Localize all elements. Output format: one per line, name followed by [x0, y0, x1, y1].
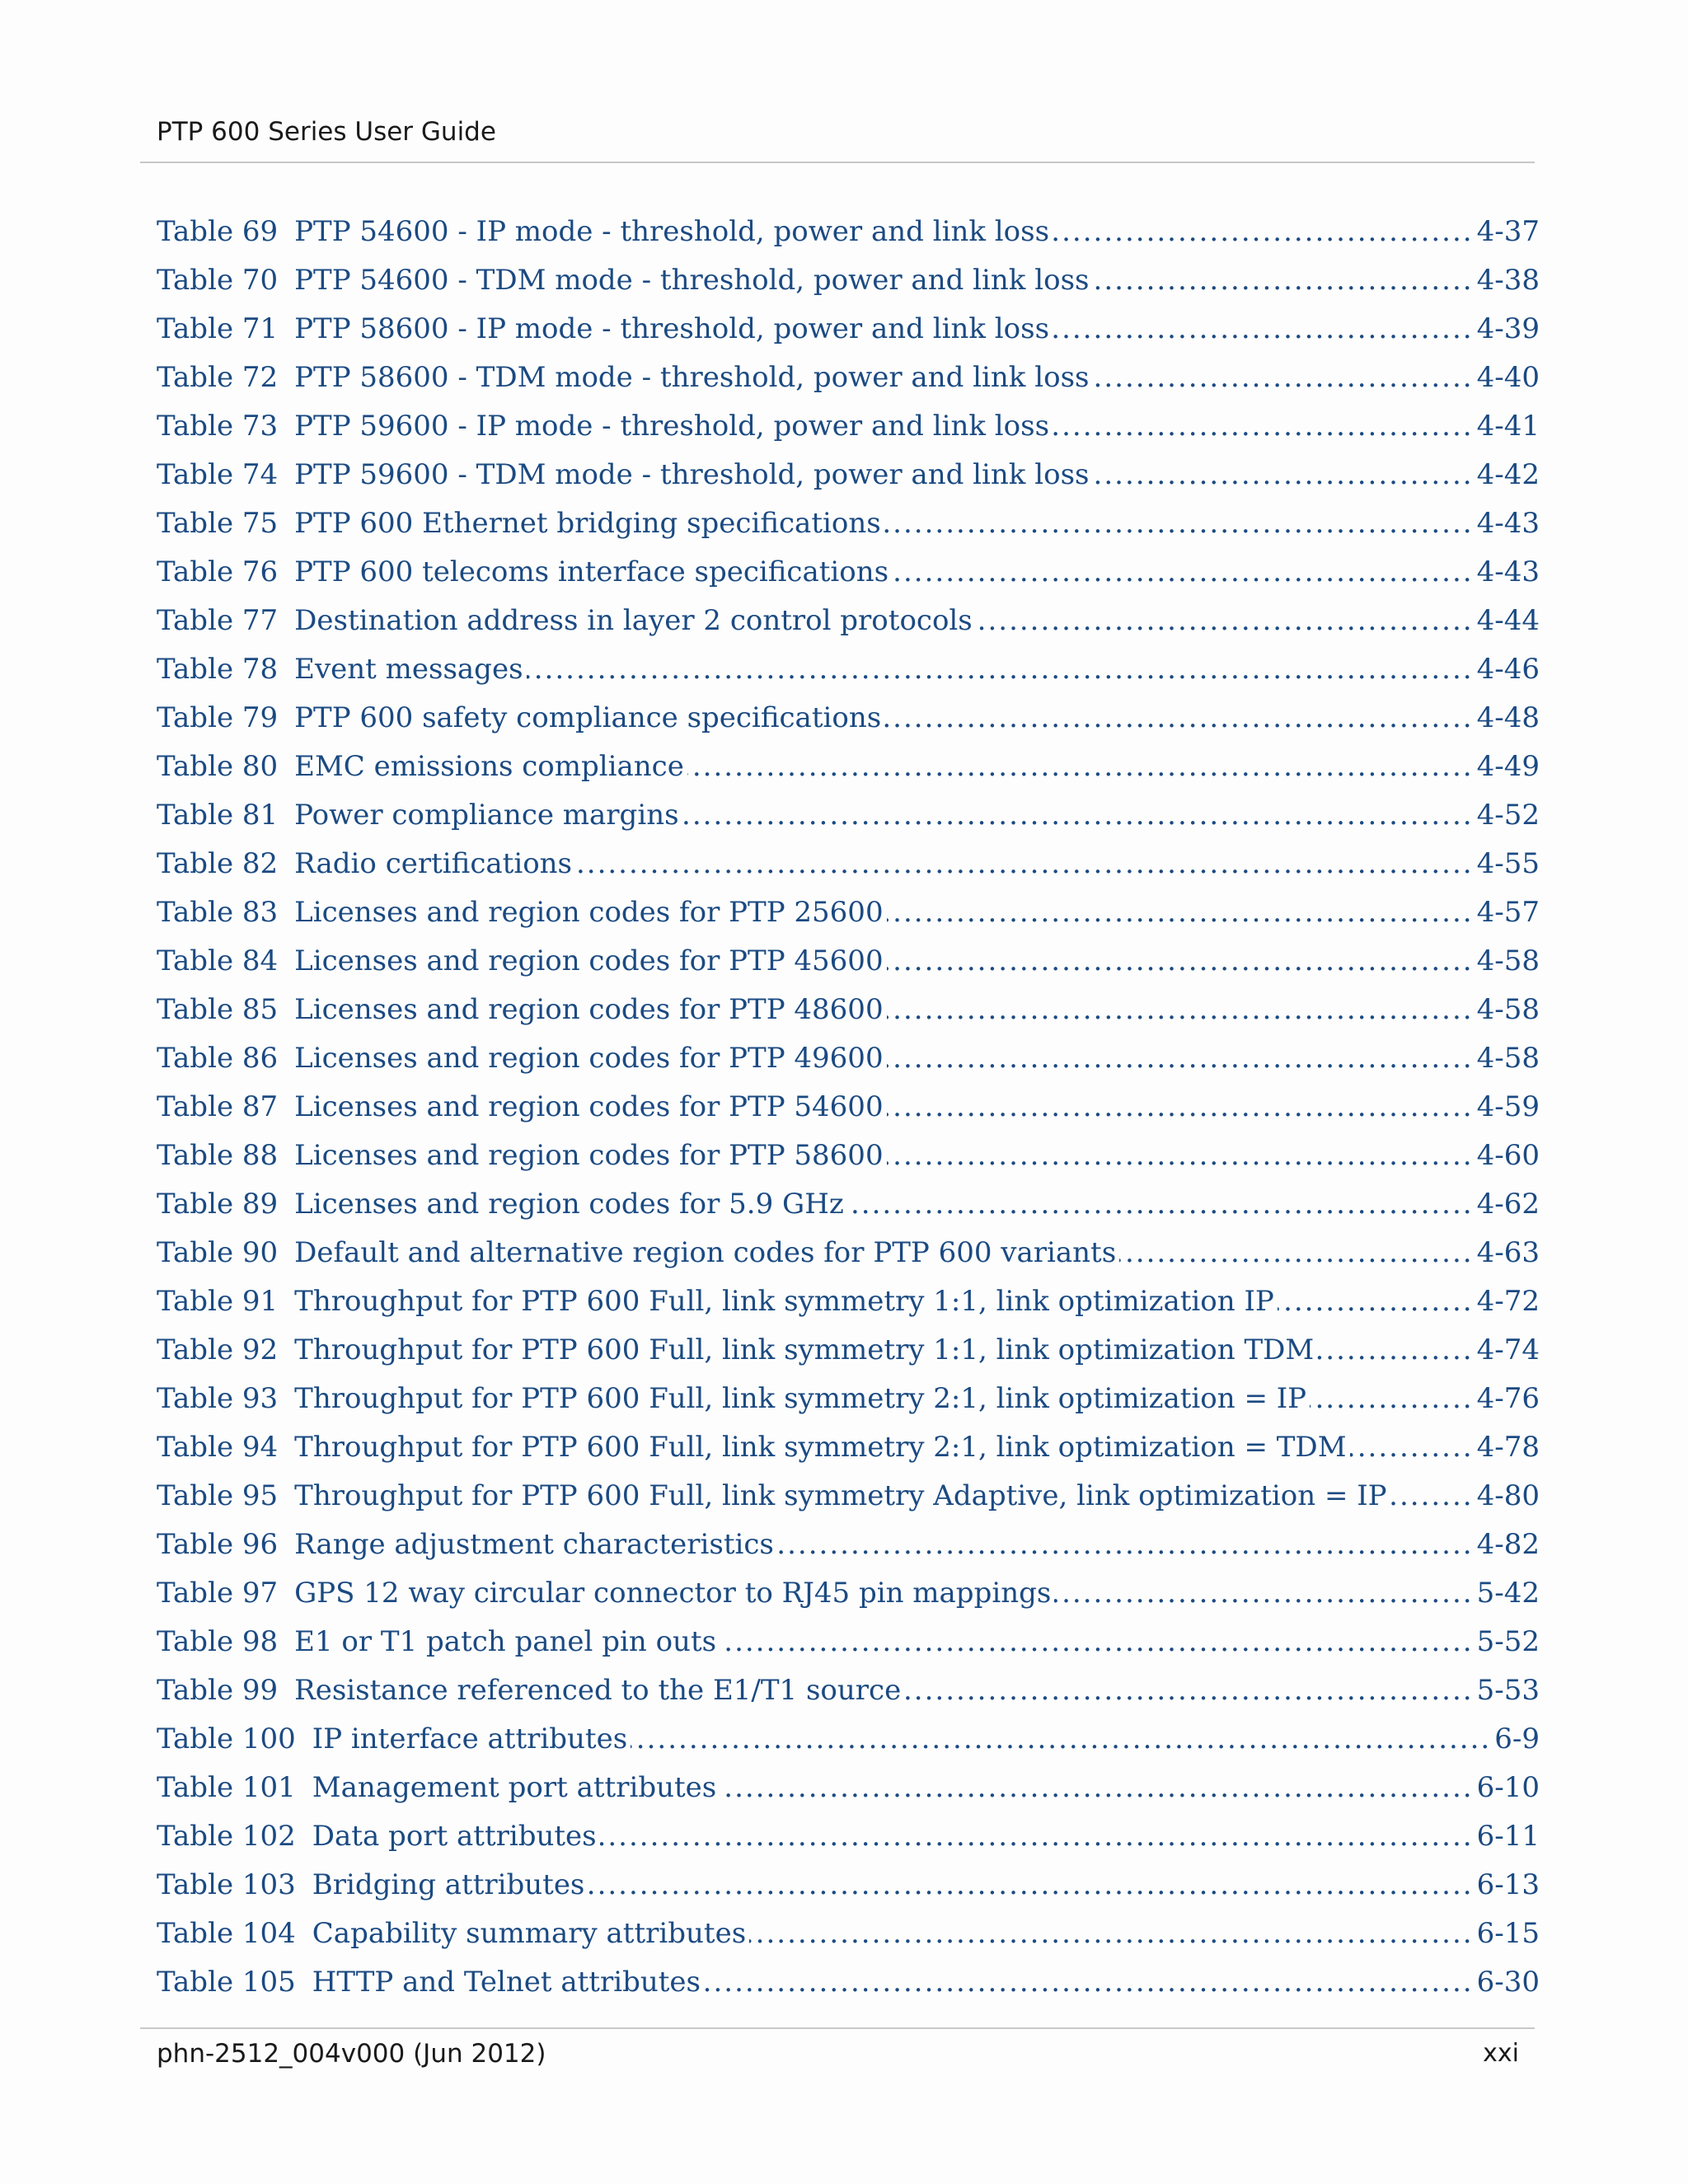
toc-entry-page: 4-74 [1476, 1333, 1540, 1366]
toc-entry-title: Capability summary attributes [312, 1917, 747, 1950]
page-header-title: PTP 600 Series User Guide [157, 117, 496, 147]
toc-dot-leader [720, 1625, 1474, 1658]
toc-entry-number: Table 71 [157, 312, 279, 345]
toc-entry-page: 5-53 [1476, 1674, 1540, 1707]
toc-entry-link[interactable] [157, 1042, 1540, 1090]
toc-entry-link[interactable] [157, 555, 1540, 604]
toc-entry-title: Throughput for PTP 600 Full, link symmetry 2:1, link optimization = IP [294, 1382, 1307, 1415]
toc-entry-page: 4-43 [1476, 507, 1540, 540]
toc-entry-number: Table 92 [157, 1333, 279, 1366]
toc-dot-leader [887, 944, 1474, 977]
footer-divider [140, 2027, 1535, 2029]
toc-entry-title: Licenses and region codes for PTP 58600 [294, 1139, 884, 1172]
toc-entry-title: PTP 54600 - IP mode - threshold, power and link loss [294, 215, 1050, 248]
toc-entry-title: Management port attributes [312, 1771, 717, 1804]
toc-entry-page: 4-80 [1476, 1479, 1540, 1512]
toc-entry-number: Table 103 [157, 1868, 296, 1901]
toc-entry-link[interactable] [157, 1090, 1540, 1139]
toc-entry-page: 4-38 [1476, 264, 1540, 297]
toc-entry-number: Table 88 [157, 1139, 279, 1172]
toc-entry-title: Licenses and region codes for PTP 54600 [294, 1090, 884, 1123]
toc-entry-number: Table 72 [157, 361, 279, 394]
toc-entry-page: 4-39 [1476, 312, 1540, 345]
toc-dot-leader [749, 1917, 1473, 1950]
toc-entry-number: Table 81 [157, 799, 279, 832]
toc-entry-title: PTP 600 Ethernet bridging specifications [294, 507, 881, 540]
toc-entry-link[interactable] [157, 458, 1540, 507]
toc-entry-page: 4-44 [1476, 604, 1540, 637]
toc-entry-link[interactable] [157, 1236, 1540, 1285]
toc-dot-leader [704, 1966, 1474, 1999]
toc-entry-link[interactable] [157, 1917, 1540, 1966]
toc-entry-link[interactable] [157, 993, 1540, 1042]
toc-entry-number: Table 97 [157, 1577, 279, 1610]
toc-entry-page: 4-46 [1476, 653, 1540, 686]
toc-dot-leader [1350, 1431, 1474, 1464]
toc-entry-title: PTP 600 telecoms interface specifications [294, 555, 889, 588]
toc-entry-page: 6-10 [1476, 1771, 1540, 1804]
toc-entry-number: Table 94 [157, 1431, 279, 1464]
toc-entry-page: 6-9 [1494, 1722, 1540, 1755]
toc-dot-leader [1053, 312, 1474, 345]
toc-entry-link[interactable] [157, 1625, 1540, 1674]
toc-dot-leader [887, 993, 1474, 1026]
toc-entry-number: Table 98 [157, 1625, 279, 1658]
toc-entry-number: Table 78 [157, 653, 279, 686]
toc-entry-link[interactable] [157, 1139, 1540, 1188]
toc-dot-leader [887, 1139, 1474, 1172]
toc-entry-title: Destination address in layer 2 control protocols [294, 604, 973, 637]
toc-entry-number: Table 95 [157, 1479, 279, 1512]
toc-entry-title: IP interface attributes [312, 1722, 628, 1755]
toc-dot-leader [527, 653, 1474, 686]
toc-entry-number: Table 74 [157, 458, 279, 491]
toc-entry-link[interactable] [157, 653, 1540, 701]
toc-entry-number: Table 69 [157, 215, 279, 248]
toc-entry-number: Table 99 [157, 1674, 279, 1707]
toc-entry-title: Throughput for PTP 600 Full, link symmetry 1:1, link optimization IP [294, 1285, 1274, 1318]
toc-dot-leader [588, 1868, 1473, 1901]
toc-entry-number: Table 105 [157, 1966, 296, 1999]
toc-entry-number: Table 104 [157, 1917, 296, 1950]
toc-entry-title: Data port attributes [312, 1820, 597, 1853]
toc-entry-link[interactable] [157, 1188, 1540, 1236]
toc-dot-leader [687, 750, 1474, 783]
toc-entry-link[interactable] [157, 750, 1540, 799]
toc-entry-page: 6-13 [1476, 1868, 1540, 1901]
list-of-tables [157, 215, 1540, 2014]
toc-entry-title: PTP 59600 - IP mode - threshold, power and link loss [294, 410, 1050, 443]
toc-entry-link[interactable] [157, 1868, 1540, 1917]
toc-entry-title: Licenses and region codes for PTP 25600 [294, 896, 884, 929]
toc-entry-link[interactable] [157, 944, 1540, 993]
toc-dot-leader [1053, 215, 1474, 248]
toc-entry-number: Table 93 [157, 1382, 279, 1415]
toc-entry-link[interactable] [157, 215, 1540, 264]
toc-dot-leader [1092, 458, 1473, 491]
footer-page-number: xxi [1483, 2039, 1519, 2068]
toc-entry-link[interactable] [157, 701, 1540, 750]
toc-dot-leader [884, 701, 1473, 734]
toc-entry-link[interactable] [157, 1966, 1540, 2014]
toc-entry-page: 4-48 [1476, 701, 1540, 734]
toc-entry-link[interactable] [157, 1285, 1540, 1333]
toc-entry-number: Table 70 [157, 264, 279, 297]
toc-dot-leader [631, 1722, 1491, 1755]
toc-dot-leader [887, 1042, 1474, 1075]
toc-entry-number: Table 90 [157, 1236, 279, 1269]
toc-entry-link[interactable] [157, 1722, 1540, 1771]
toc-dot-leader [892, 555, 1474, 588]
toc-entry-title: Licenses and region codes for PTP 49600 [294, 1042, 884, 1075]
toc-dot-leader [887, 896, 1474, 929]
toc-entry-title: PTP 54600 - TDM mode - threshold, power and link loss [294, 264, 1090, 297]
toc-entry-link[interactable] [157, 1577, 1540, 1625]
toc-entry-link[interactable] [157, 1333, 1540, 1382]
toc-entry-link[interactable] [157, 507, 1540, 555]
toc-entry-title: Event messages [294, 653, 523, 686]
toc-entry-page: 4-41 [1476, 410, 1540, 443]
toc-entry-link[interactable] [157, 1674, 1540, 1722]
toc-entry-page: 4-76 [1476, 1382, 1540, 1415]
toc-entry-page: 6-11 [1476, 1820, 1540, 1853]
toc-entry-page: 4-62 [1476, 1188, 1540, 1221]
header-divider [140, 162, 1535, 163]
toc-entry-title: Range adjustment characteristics [294, 1528, 774, 1561]
toc-entry-title: PTP 58600 - TDM mode - threshold, power and link loss [294, 361, 1090, 394]
toc-entry-number: Table 102 [157, 1820, 296, 1853]
toc-entry-title: EMC emissions compliance [294, 750, 684, 783]
toc-entry-number: Table 76 [157, 555, 279, 588]
toc-dot-leader [1092, 361, 1473, 394]
toc-entry-title: Radio certifications [294, 847, 573, 880]
toc-entry-number: Table 77 [157, 604, 279, 637]
toc-entry-number: Table 80 [157, 750, 279, 783]
toc-entry-link[interactable] [157, 896, 1540, 944]
toc-entry-title: Licenses and region codes for PTP 48600 [294, 993, 884, 1026]
toc-dot-leader [1278, 1285, 1474, 1318]
toc-dot-leader [1390, 1479, 1474, 1512]
toc-entry-page: 4-58 [1476, 993, 1540, 1026]
toc-entry-title: Bridging attributes [312, 1868, 585, 1901]
toc-entry-link[interactable] [157, 264, 1540, 312]
toc-entry-title: Throughput for PTP 600 Full, link symmetry Adaptive, link optimization = IP [294, 1479, 1387, 1512]
toc-dot-leader [904, 1674, 1473, 1707]
toc-entry-page: 4-58 [1476, 1042, 1540, 1075]
toc-entry-title: E1 or T1 patch panel pin outs [294, 1625, 717, 1658]
toc-entry-number: Table 85 [157, 993, 279, 1026]
toc-dot-leader [600, 1820, 1474, 1853]
toc-dot-leader [720, 1771, 1473, 1804]
toc-entry-page: 4-42 [1476, 458, 1540, 491]
toc-dot-leader [1119, 1236, 1473, 1269]
footer-document-id: phn-2512_004v000 (Jun 2012) [157, 2039, 546, 2069]
toc-entry-link[interactable] [157, 1479, 1540, 1528]
toc-entry-number: Table 84 [157, 944, 279, 977]
toc-entry-link[interactable] [157, 1382, 1540, 1431]
toc-entry-number: Table 86 [157, 1042, 279, 1075]
toc-entry-page: 4-52 [1476, 799, 1540, 832]
toc-dot-leader [887, 1090, 1474, 1123]
toc-entry-page: 4-60 [1476, 1139, 1540, 1172]
toc-entry-number: Table 91 [157, 1285, 279, 1318]
toc-dot-leader [976, 604, 1474, 637]
toc-entry-number: Table 79 [157, 701, 279, 734]
toc-entry-page: 5-42 [1476, 1577, 1540, 1610]
toc-dot-leader [884, 507, 1474, 540]
toc-dot-leader [1053, 410, 1474, 443]
toc-entry-title: PTP 600 safety compliance specifications [294, 701, 882, 734]
toc-entry-link[interactable] [157, 1528, 1540, 1577]
toc-entry-page: 4-40 [1476, 361, 1540, 394]
toc-entry-page: 4-72 [1476, 1285, 1540, 1318]
toc-entry-title: Power compliance margins [294, 799, 679, 832]
toc-entry-page: 5-52 [1476, 1625, 1540, 1658]
toc-entry-link[interactable] [157, 361, 1540, 410]
toc-entry-page: 4-78 [1476, 1431, 1540, 1464]
toc-entry-number: Table 96 [157, 1528, 279, 1561]
toc-entry-title: PTP 58600 - IP mode - threshold, power and link loss [294, 312, 1050, 345]
toc-entry-title: Throughput for PTP 600 Full, link symmetry 1:1, link optimization TDM [294, 1333, 1315, 1366]
toc-entry-title: Throughput for PTP 600 Full, link symmetry 2:1, link optimization = TDM [294, 1431, 1347, 1464]
toc-entry-link[interactable] [157, 1771, 1540, 1820]
toc-entry-number: Table 73 [157, 410, 279, 443]
toc-entry-page: 4-37 [1476, 215, 1540, 248]
toc-entry-link[interactable] [157, 604, 1540, 653]
toc-entry-number: Table 75 [157, 507, 279, 540]
toc-entry-title: PTP 59600 - TDM mode - threshold, power and link loss [294, 458, 1090, 491]
toc-entry-page: 4-57 [1476, 896, 1540, 929]
toc-dot-leader [847, 1188, 1474, 1221]
toc-entry-title: HTTP and Telnet attributes [312, 1966, 701, 1999]
toc-entry-page: 6-15 [1476, 1917, 1540, 1950]
toc-entry-title: Licenses and region codes for PTP 45600 [294, 944, 884, 977]
toc-entry-link[interactable] [157, 847, 1540, 896]
toc-dot-leader [1092, 264, 1473, 297]
toc-entry-page: 6-30 [1476, 1966, 1540, 1999]
toc-entry-link[interactable] [157, 312, 1540, 361]
toc-entry-page: 4-63 [1476, 1236, 1540, 1269]
toc-entry-page: 4-43 [1476, 555, 1540, 588]
toc-entry-title: Resistance referenced to the E1/T1 source [294, 1674, 902, 1707]
toc-dot-leader [682, 799, 1474, 832]
toc-dot-leader [1310, 1382, 1474, 1415]
toc-entry-page: 4-59 [1476, 1090, 1540, 1123]
toc-entry-number: Table 89 [157, 1188, 279, 1221]
toc-entry-link[interactable] [157, 1820, 1540, 1868]
toc-entry-page: 4-82 [1476, 1528, 1540, 1561]
toc-entry-number: Table 101 [157, 1771, 296, 1804]
toc-dot-leader [1054, 1577, 1473, 1610]
toc-entry-number: Table 82 [157, 847, 279, 880]
toc-entry-number: Table 100 [157, 1722, 296, 1755]
toc-dot-leader [1317, 1333, 1473, 1366]
toc-entry-title: Licenses and region codes for 5.9 GHz [294, 1188, 844, 1221]
toc-dot-leader [575, 847, 1474, 880]
toc-entry-page: 4-55 [1476, 847, 1540, 880]
toc-dot-leader [777, 1528, 1474, 1561]
toc-entry-link[interactable] [157, 1431, 1540, 1479]
toc-entry-number: Table 87 [157, 1090, 279, 1123]
toc-entry-page: 4-58 [1476, 944, 1540, 977]
toc-entry-page: 4-49 [1476, 750, 1540, 783]
toc-entry-link[interactable] [157, 410, 1540, 458]
toc-entry-link[interactable] [157, 799, 1540, 847]
toc-entry-title: GPS 12 way circular connector to RJ45 pin mappings [294, 1577, 1052, 1610]
toc-entry-number: Table 83 [157, 896, 279, 929]
toc-entry-title: Default and alternative region codes for PTP 600 variants [294, 1236, 1117, 1269]
